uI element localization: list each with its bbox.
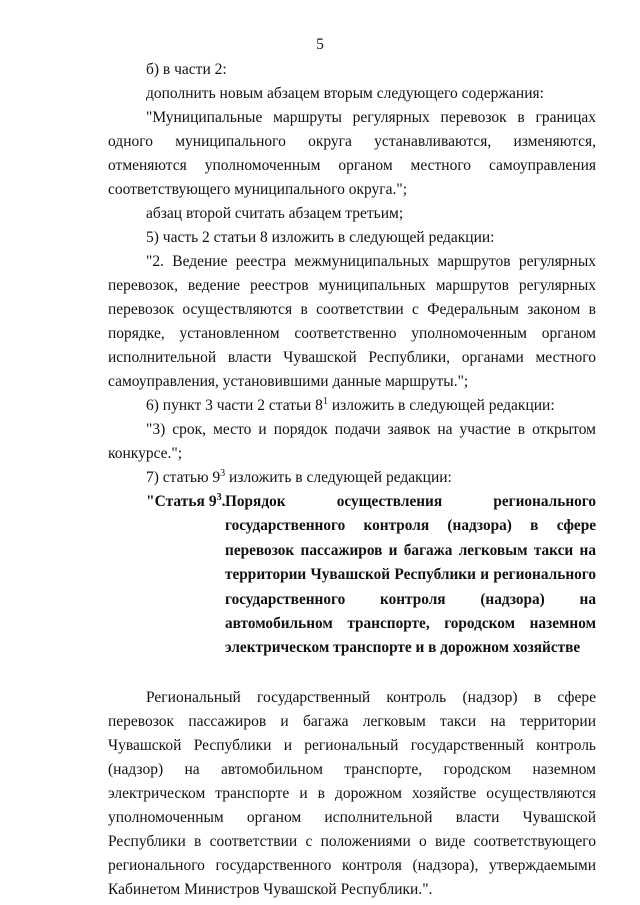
document-body bbox=[108, 58, 596, 902]
section-spacer bbox=[108, 661, 596, 686]
paragraph-item6 bbox=[108, 394, 596, 418]
article-label-superscript: 3 bbox=[216, 492, 222, 503]
item6-superscript: 1 bbox=[322, 396, 328, 407]
paragraph-b: б) в части 2: bbox=[146, 61, 227, 78]
page-number: 5 bbox=[316, 36, 324, 53]
item6-text-end: изложить в следующей редакции: bbox=[327, 397, 555, 414]
paragraph-abzac-second: абзац второй считать абзацем третьим; bbox=[146, 205, 404, 222]
article-heading bbox=[146, 490, 596, 661]
item6-text: 6) пункт 3 части 2 статьи 8 bbox=[146, 397, 323, 414]
article-label-text: "Статья 9 bbox=[146, 493, 217, 510]
paragraph-quote-registry: "2. Ведение реестра межмуниципальных маршрутов регулярных перевозок, ведение реестров муниципальных маршрутов регулярных перевозок осуществляются в соответствии с Федеральным законом в порядке, установленном соответственно уполномоченным органом исполнительной власти Чувашской Республики, органами местного самоуправления, установившими данные маршруты."; bbox=[108, 253, 596, 390]
item7-superscript: 3 bbox=[220, 468, 226, 479]
article-label-dot: . bbox=[221, 493, 226, 510]
article-title: Порядок осуществления регионального государственного контроля (надзора) в сфере перевозок пассажиров и багажа легковым такси на территории Чувашской Республики и регионального государственного контроля (надзора) на автомобильном транспорте, городском наземном электрическом транспорте и в дорожном хозяйстве bbox=[225, 493, 596, 657]
paragraph-add-abzac: дополнить новым абзацем вторым следующего содержания: bbox=[146, 85, 544, 102]
article-label bbox=[146, 490, 225, 661]
item7-text: 7) статью 9 bbox=[146, 469, 221, 486]
paragraph-item7 bbox=[108, 466, 596, 490]
paragraph-quote-contest: "3) срок, место и порядок подачи заявок на участие в открытом конкурсе."; bbox=[108, 421, 596, 462]
paragraph-item5: 5) часть 2 статьи 8 изложить в следующей редакции: bbox=[146, 229, 495, 246]
paragraph-quote-routes: "Муниципальные маршруты регулярных перевозок в границах одного муниципального округа устанавливаются, изменяются, отменяются уполномоченным органом местного самоуправления соответствующего муниципального округа."; bbox=[108, 109, 596, 198]
item7-text-end: изложить в следующей редакции: bbox=[225, 469, 452, 486]
paragraph-final: Региональный государственный контроль (надзор) в сфере перевозок пассажиров и багажа легковым такси на территории Чувашской Республики и региональный государственный контроль (надзор) на автомобильном транспорте, городском наземном электрическом транспорте и в дорожном хозяйстве осуществляются уполномоченным органом исполнительной власти Чувашской Республики в соответствии с положениями о виде соответствующего регионального государственного контроля (надзора), утверждаемыми Кабинетом Министров Чувашской Республики.". bbox=[108, 688, 596, 898]
